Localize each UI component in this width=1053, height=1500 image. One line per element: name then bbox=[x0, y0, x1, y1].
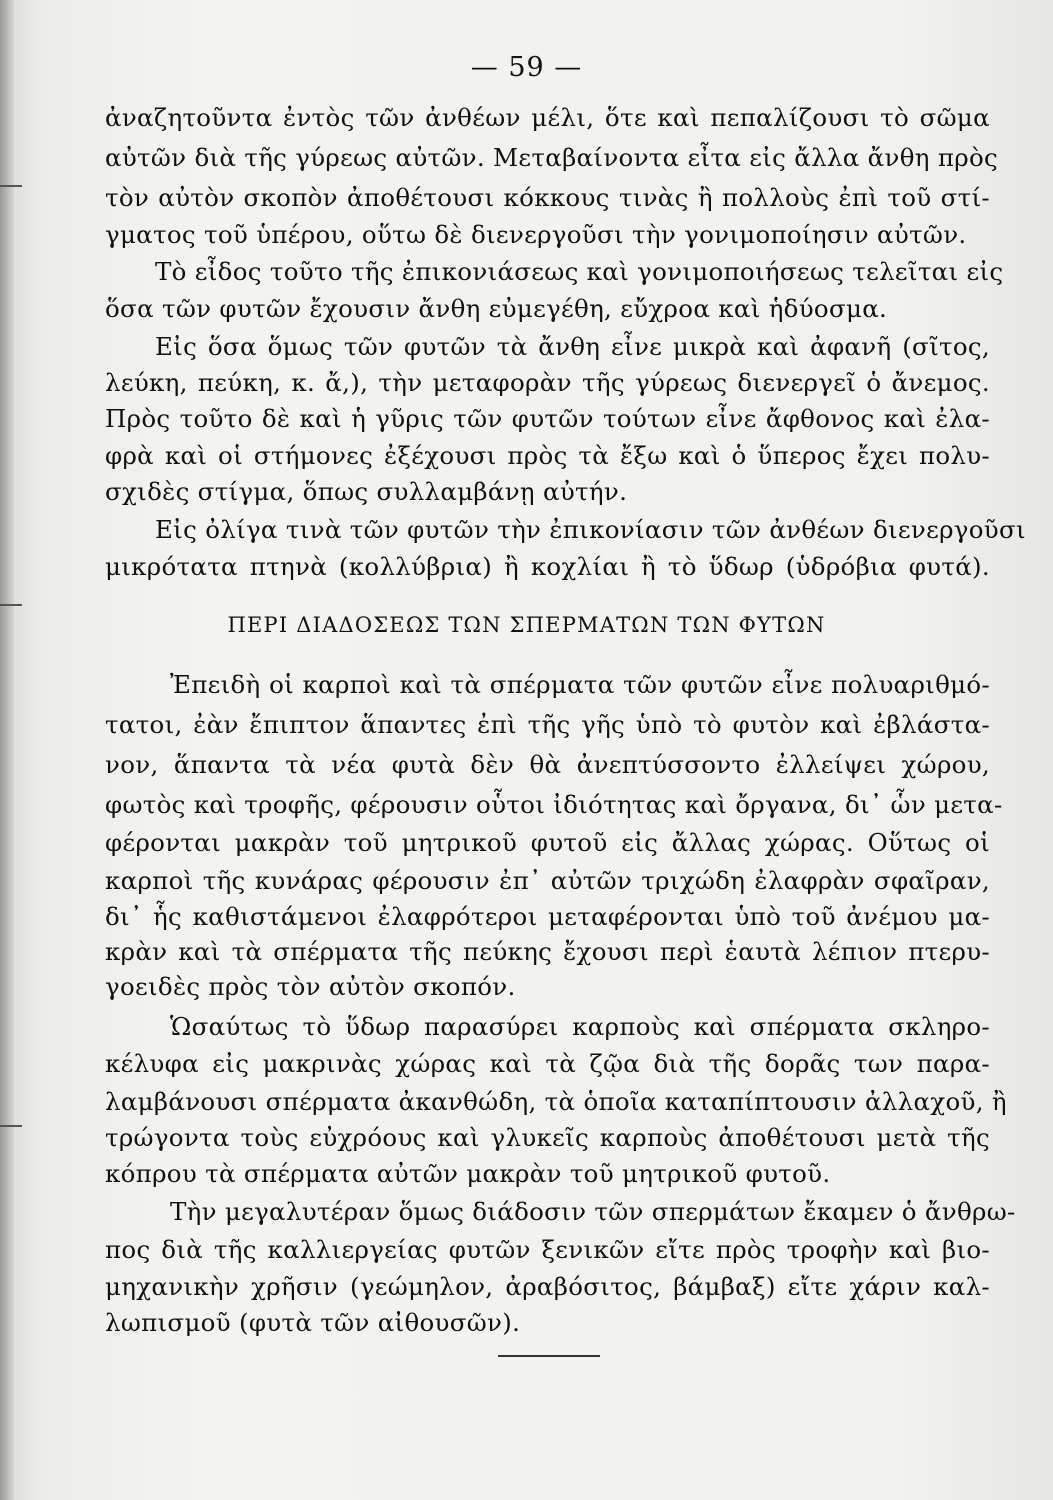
text-line: σχιδὲς στίγμα, ὅπως συλλαμβάνῃ αὐτήν. bbox=[105, 477, 628, 506]
text-line: φρὰ καὶ οἱ στήμονες ἐξέχουσι πρὸς τὰ ἔξω καὶ ὁ ὕπερος ἔχει πολυ- bbox=[105, 441, 990, 470]
text-line: τρώγοντα τοὺς εὐχρόους καὶ γλυκεῖς καρποὺς ἀποθέτουσι μετὰ τῆς bbox=[105, 1123, 990, 1152]
text-line: μηχανικὴν χρῆσιν (γεώμηλον, ἀραβόσιτος, βάμβαξ) εἴτε χάριν καλ- bbox=[105, 1272, 990, 1301]
text-line: ὅσα τῶν φυτῶν ἔχουσιν ἄνθη εὐμεγέθη, εὔχροα καὶ ἡδύοσμα. bbox=[105, 294, 888, 323]
text-line: μικρότατα πτηνὰ (κολλύβρια) ἢ κοχλίαι ἢ τὸ ὕδωρ (ὑδρόβια φυτά). bbox=[105, 552, 990, 581]
text-line: γματος τοῦ ὑπέρου, οὕτω δὲ διενεργοῦσι τὴν γονιμοποίησιν αὐτῶν. bbox=[105, 220, 967, 249]
text-line: γοειδὲς πρὸς τὸν αὐτὸν σκοπόν. bbox=[105, 972, 516, 1001]
text-line: λεύκη, πεύκη, κ. ἄ,), τὴν μεταφορὰν τῆς γύρεως διενεργεῖ ὁ ἄνεμος. bbox=[105, 368, 990, 397]
text-line: Εἰς ὅσα ὅμως τῶν φυτῶν τὰ ἄνθη εἶνε μικρὰ καὶ ἀφανῆ (σῖτος, bbox=[155, 332, 990, 361]
text-line: τὸν αὐτὸν σκοπὸν ἀποθέτουσι κόκκους τινὰς ἢ πολλοὺς ἐπὶ τοῦ στί- bbox=[105, 183, 990, 212]
text-line: κέλυφα εἰς μακρινὰς χώρας καὶ τὰ ζῷα διὰ τῆς δορᾶς των παρα- bbox=[105, 1049, 990, 1078]
binding-mark bbox=[0, 185, 22, 187]
text-line: πος διὰ τῆς καλλιεργείας φυτῶν ξενικῶν εἴτε πρὸς τροφὴν καὶ βιο- bbox=[105, 1235, 990, 1264]
text-line: δι᾽ ἧς καθιστάμενοι ἐλαφρότεροι μεταφέρονται ὑπὸ τοῦ ἀνέμου μα- bbox=[105, 902, 990, 931]
text-line: τατοι, ἐὰν ἔπιπτον ἅπαντες ἐπὶ τῆς γῆς ὑπὸ τὸ φυτὸν καὶ ἐβλάστα- bbox=[105, 710, 990, 739]
page-number: — 59 — bbox=[470, 52, 583, 83]
text-line: Ὡσαύτως τὸ ὕδωρ παρασύρει καρποὺς καὶ σπέρματα σκληρο- bbox=[170, 1012, 990, 1041]
text-line: φέρονται μακρὰν τοῦ μητρικοῦ φυτοῦ εἰς ἄλλας χώρας. Οὕτως οἱ bbox=[105, 828, 990, 857]
text-line: Τὴν μεγαλυτέραν ὅμως διάδοσιν τῶν σπερμάτων ἔκαμεν ὁ ἄνθρω- bbox=[170, 1197, 1016, 1226]
binding-mark bbox=[0, 1125, 22, 1127]
text-line: φωτὸς καὶ τροφῆς, φέρουσιν οὗτοι ἰδιότητας καὶ ὄργανα, δι᾽ ὧν μετα- bbox=[105, 790, 1003, 819]
text-line: κρὰν καὶ τὰ σπέρματα τῆς πεύκης ἔχουσι περὶ ἑαυτὰ λέπιον πτερυ- bbox=[105, 937, 990, 966]
text-line: Ἐπειδὴ οἱ καρποὶ καὶ τὰ σπέρματα τῶν φυτῶν εἶνε πολυαριθμό- bbox=[170, 670, 990, 699]
book-spine-shadow bbox=[0, 0, 14, 1500]
text-line: καρποὶ τῆς κυνάρας φέρουσιν ἐπ᾽ αὐτῶν τριχώδη ἐλαφρὰν σφαῖραν, bbox=[105, 866, 990, 895]
end-rule bbox=[498, 1355, 600, 1357]
section-heading: ΠΕΡΙ ΔΙΑΔΟΣΕΩΣ ΤΩΝ ΣΠΕΡΜΑΤΩΝ ΤΩΝ ΦΥΤΩΝ bbox=[227, 613, 826, 637]
text-line: αὐτῶν διὰ τῆς γύρεως αὐτῶν. Μεταβαίνοντα εἶτα εἰς ἄλλα ἄνθη πρὸς bbox=[105, 143, 999, 172]
text-line: νον, ἅπαντα τὰ νέα φυτὰ δὲν θὰ ἀνεπτύσσοντο ἐλλείψει χώρου, bbox=[105, 750, 990, 779]
text-line: ἀναζητοῦντα ἐντὸς τῶν ἀνθέων μέλι, ὅτε καὶ πεπαλίζουσι τὸ σῶμα bbox=[105, 103, 990, 132]
text-line: Εἰς ὀλίγα τινὰ τῶν φυτῶν τὴν ἐπικονίασιν τῶν ἀνθέων διενεργοῦσι bbox=[155, 515, 1026, 544]
text-line: λαμβάνουσι σπέρματα ἀκανθώδη, τὰ ὁποῖα καταπίπτουσιν ἀλλαχοῦ, ἢ bbox=[105, 1087, 1007, 1116]
text-line: κόπρου τὰ σπέρματα αὐτῶν μακρὰν τοῦ μητρικοῦ φυτοῦ. bbox=[105, 1159, 831, 1188]
text-line: λωπισμοῦ (φυτὰ τῶν αἰθουσῶν). bbox=[105, 1308, 521, 1337]
text-line: Τὸ εἶδος τοῦτο τῆς ἐπικονιάσεως καὶ γονιμοποιήσεως τελεῖται εἰς bbox=[155, 257, 1004, 286]
text-line: Πρὸς τοῦτο δὲ καὶ ἡ γῦρις τῶν φυτῶν τούτων εἶνε ἄφθονος καὶ ἐλα- bbox=[105, 404, 990, 433]
